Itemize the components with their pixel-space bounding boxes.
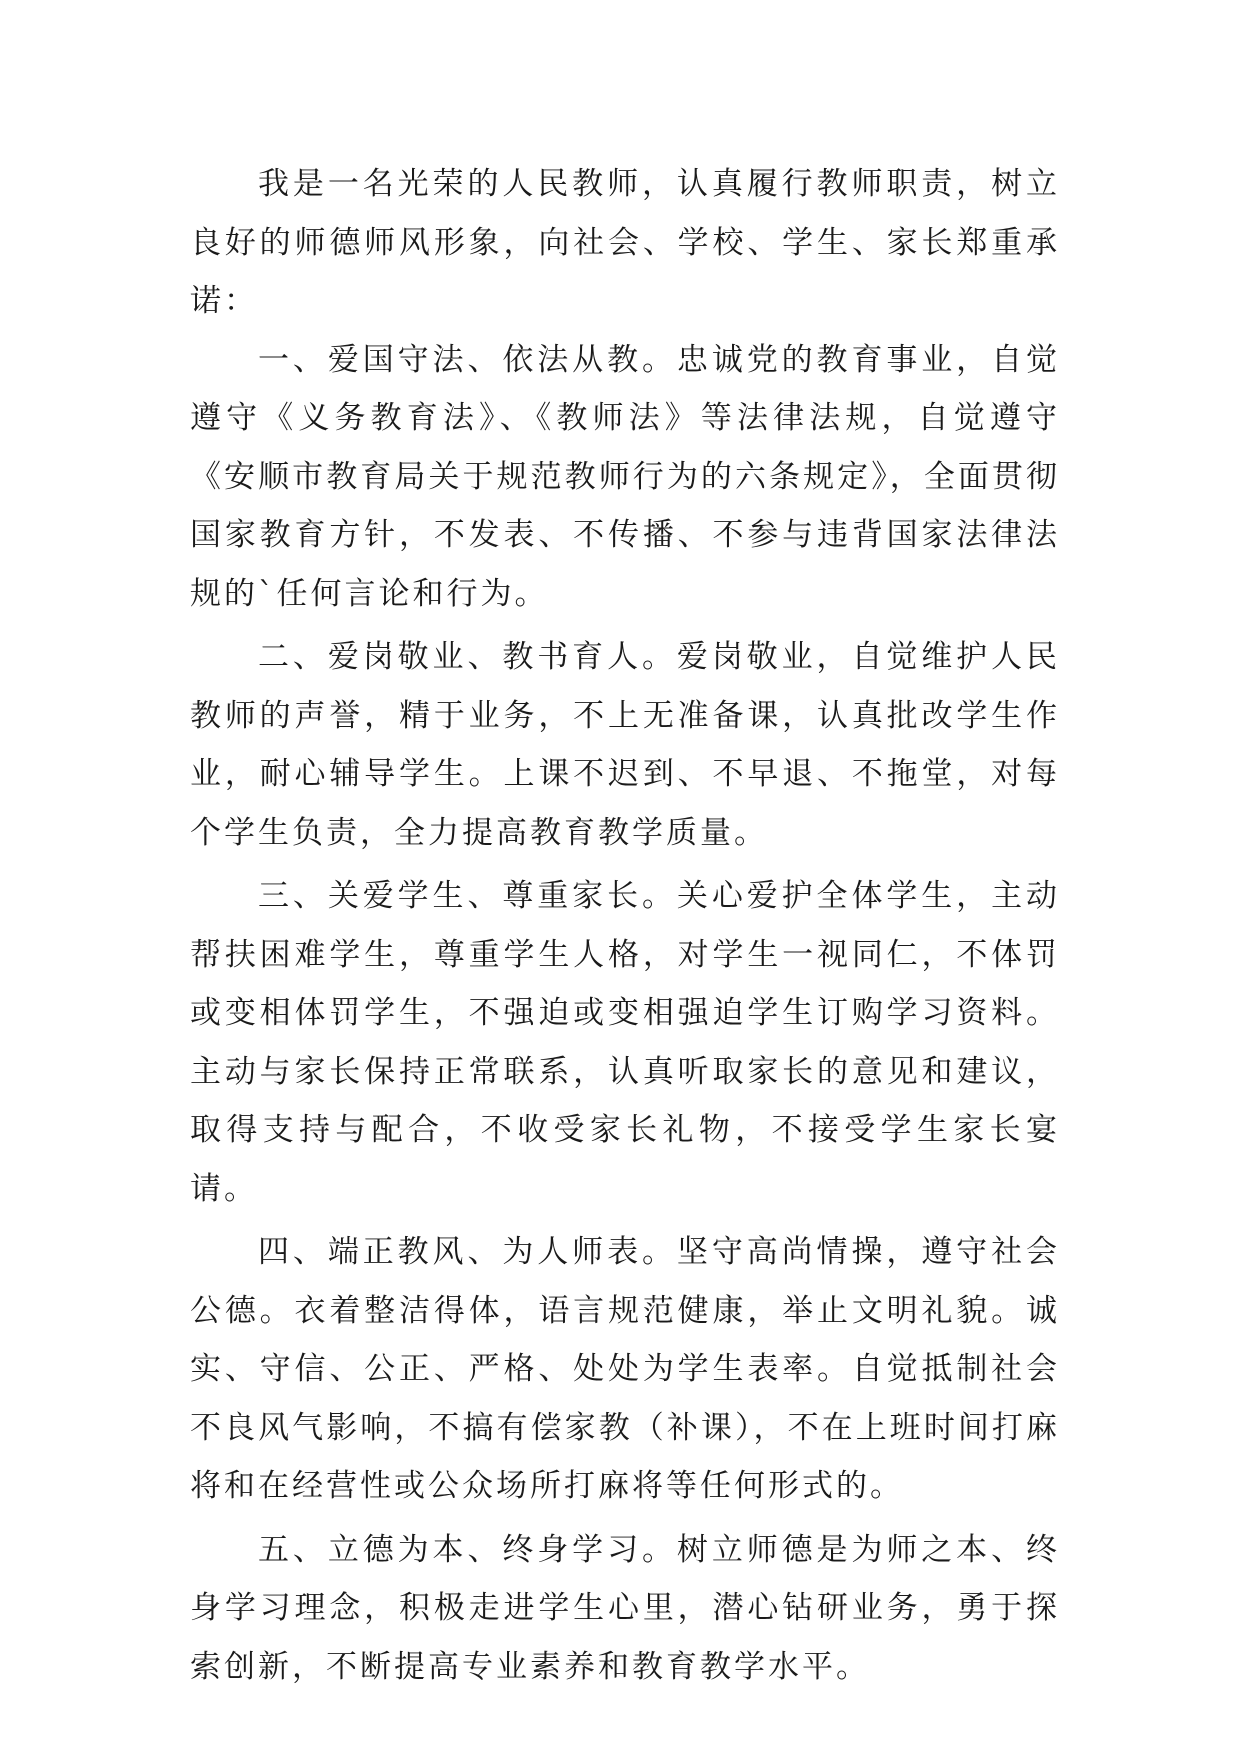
pledge-paragraph-3: 三、关爱学生、尊重家长。关心爱护全体学生，主动帮扶困难学生，尊重学生人格，对学生一视同仁，不体罚或变相体罚学生，不强迫或变相强迫学生订购学习资料。主动与家长保持正常联系，认真听取家长的意见和建议，取得支持与配合，不收受家长礼物，不接受学生家长宴请。: [190, 878, 1060, 1207]
pledge-paragraph-4: 四、端正教风、为人师表。坚守高尚情操，遵守社会公德。衣着整洁得体，语言规范健康，举止文明礼貌。诚实、守信、公正、严格、处处为学生表率。自觉抵制社会不良风气影响，不搞有偿家教（补课），不在上班时间打麻将和在经营性或公众场所打麻将等任何形式的。: [190, 1234, 1060, 1504]
pledge-paragraph-2: 二、爱岗敬业、教书育人。爱岗敬业，自觉维护人民教师的声誉，精于业务，不上无准备课，认真批改学生作业，耐心辅导学生。上课不迟到、不早退、不拖堂，对每个学生负责，全力提高教育教学质量。: [190, 639, 1060, 851]
pledge-paragraph-5: 五、立德为本、终身学习。树立师德是为师之本、终身学习理念，积极走进学生心里，潜心钻研业务，勇于探索创新，不断提高专业素养和教育教学水平。: [190, 1531, 1060, 1685]
intro-paragraph: 我是一名光荣的人民教师，认真履行教师职责，树立良好的师德师风形象，向社会、学校、学生、家长郑重承诺：: [190, 166, 1060, 319]
document-body: [190, 155, 1060, 1696]
pledge-paragraph-1: 一、爱国守法、依法从教。忠诚党的教育事业，自觉遵守《义务教育法》、《教师法》等法律法规，自觉遵守《安顺市教育局关于规范教师行为的六条规定》，全面贯彻国家教育方针，不发表、不传播、不参与违背国家法律法规的`任何言论和行为。: [190, 341, 1060, 612]
